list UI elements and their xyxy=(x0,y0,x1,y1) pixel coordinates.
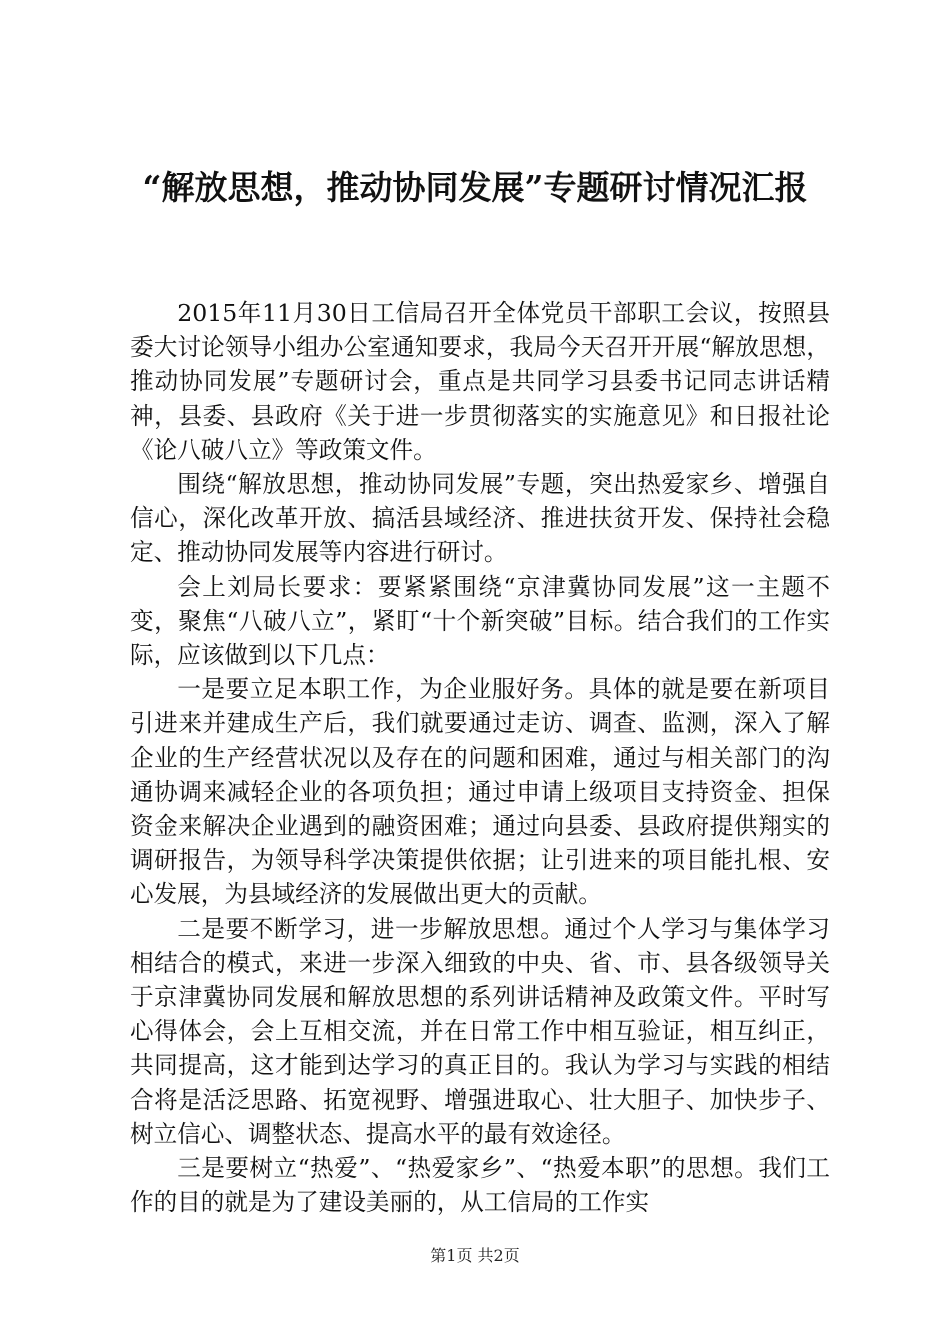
document-title: “解放思想，推动协同发展”专题研讨情况汇报 xyxy=(142,168,808,207)
page-footer: 第1页 共2页 xyxy=(430,1246,520,1265)
paragraph: 一是要立足本职工作，为企业服好务。具体的就是要在新项目引进来并建成生产后，我们就要通过走访、调查、监测，深入了解企业的生产经营状况以及存在的问题和困难，通过与相关部门的沟通协调来减轻企业的各项负担；通过申请上级项目支持资金、担保资金来解决企业遇到的融资困难；通过向县委、县政府提供翔实的调研报告，为领导科学决策提供依据；让引进来的项目能扎根、安心发展，为县域经济的发展做出更大的贡献。 xyxy=(130,675,830,909)
paragraph: 二是要不断学习，进一步解放思想。通过个人学习与集体学习相结合的模式，来进一步深入细致的中央、省、市、县各级领导关于京津冀协同发展和解放思想的系列讲话精神及政策文件。平时写心得体会，会上互相交流，并在日常工作中相互验证，相互纠正，共同提高，这才能到达学习的真正目的。我认为学习与实践的相结合将是活泛思路、拓宽视野、增强进取心、壮大胆子、加快步子、树立信心、调整状态、提高水平的最有效途径。 xyxy=(130,914,830,1148)
paragraph: 会上刘局长要求：要紧紧围绕“京津冀协同发展”这一主题不变，聚焦“八破八立”，紧盯“十个新突破”目标。结合我们的工作实际，应该做到以下几点： xyxy=(130,572,830,670)
paragraph: 2015年11月30日工信局召开全体党员干部职工会议，按照县委大讨论领导小组办公室通知要求，我局今天召开开展“解放思想，推动协同发展”专题研讨会，重点是共同学习县委书记同志讲话精神，县委、县政府《关于进一步贯彻落实的实施意见》和日报社论《论八破八立》等政策文件。 xyxy=(130,299,830,464)
paragraph: 围绕“解放思想，推动协同发展”专题，突出热爱家乡、增强自信心，深化改革开放、搞活县域经济、推进扶贫开发、保持社会稳定、推动协同发展等内容进行研讨。 xyxy=(130,470,830,567)
paragraph: 三是要树立“热爱”、“热爱家乡”、“热爱本职”的思想。我们工作的目的就是为了建设美丽的，从工信局的工作实 xyxy=(130,1154,830,1217)
document-body xyxy=(130,296,830,1219)
